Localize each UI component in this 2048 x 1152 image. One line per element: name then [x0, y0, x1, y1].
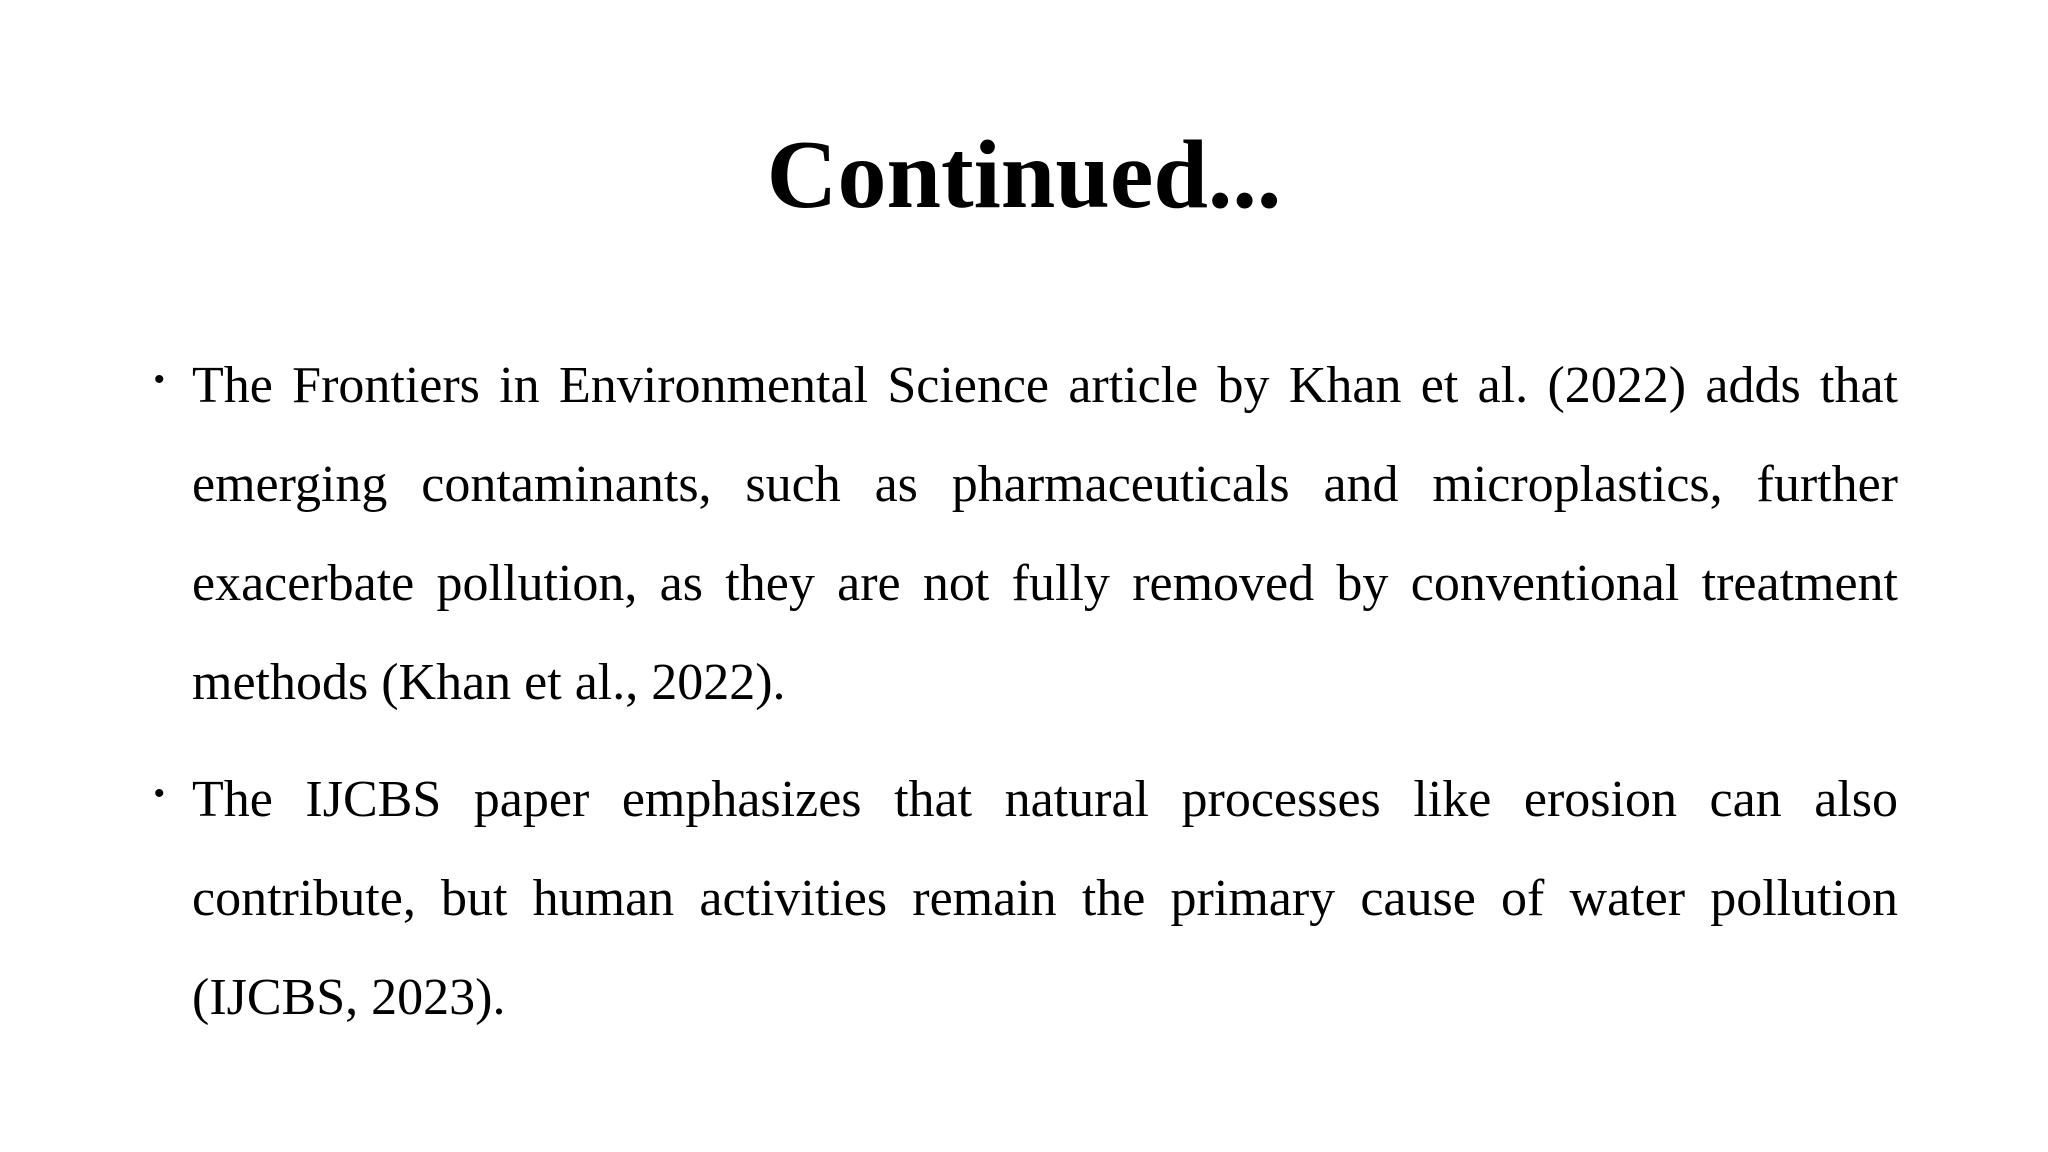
bullet-list: [148, 336, 1898, 1047]
bullet-dot-icon: •: [154, 363, 165, 396]
bullet-text: The IJCBS paper emphasizes that natural processes like erosion can also contribute, but human activities remain the primary cause of water pollution (IJCBS, 2023).: [192, 771, 1898, 1026]
bullet-item-ijcbs-erosion: [148, 750, 1898, 1047]
slide-title: Continued...: [766, 121, 1282, 229]
bullet-item-khan-contaminants: [148, 336, 1898, 732]
bullet-dot-icon: •: [154, 777, 165, 810]
bullet-text: The Frontiers in Environmental Science article by Khan et al. (2022) adds that emerging contaminants, such as pharmaceuticals and microplastics, further exacerbate pollution, as they are not fully removed by conventional treatment methods (Khan et al., 2022).: [192, 357, 1898, 711]
